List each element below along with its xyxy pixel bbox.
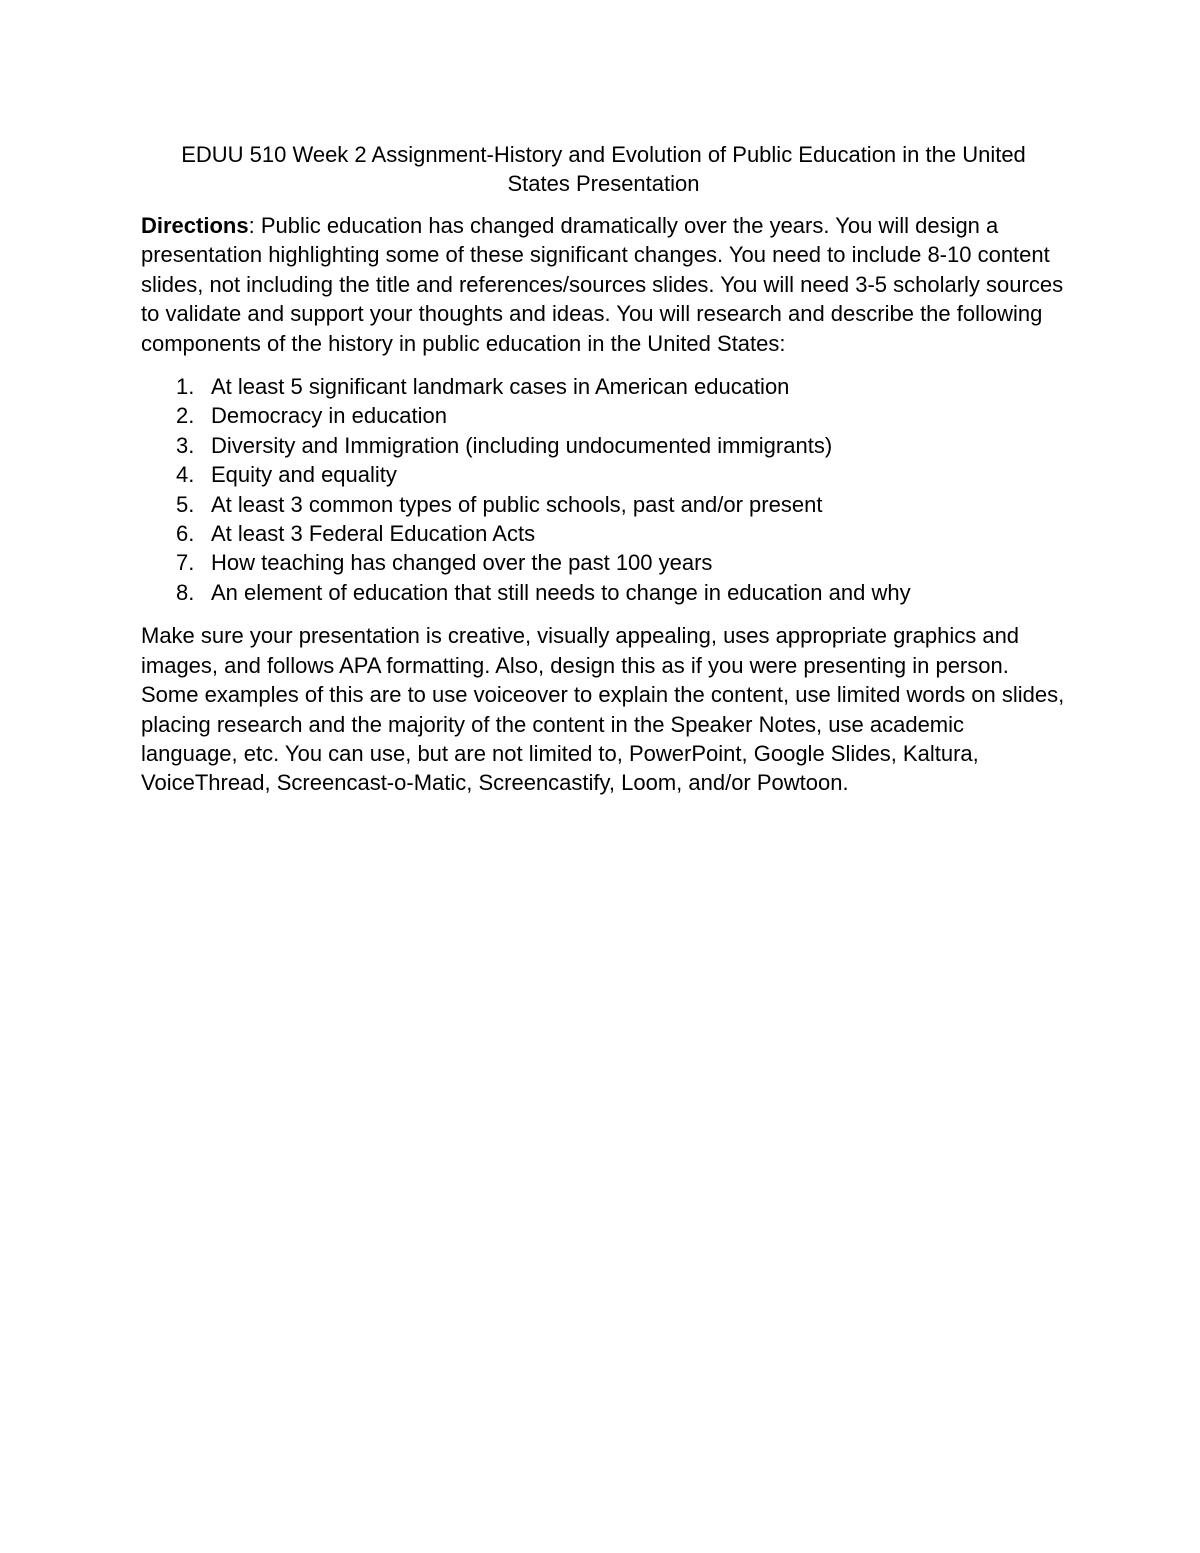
directions-paragraph bbox=[141, 211, 1066, 358]
list-item bbox=[141, 490, 1066, 519]
list-item-text: Equity and equality bbox=[211, 462, 397, 488]
list-item bbox=[141, 401, 1066, 430]
list-item bbox=[141, 519, 1066, 548]
list-item-number: 1. bbox=[176, 374, 195, 400]
list-item-text: How teaching has changed over the past 100 years bbox=[211, 550, 713, 576]
list-item-number: 5. bbox=[176, 491, 195, 517]
list-item-text: At least 5 significant landmark cases in American education bbox=[211, 374, 790, 400]
document-title bbox=[141, 140, 1066, 198]
list-item-number: 8. bbox=[176, 579, 195, 605]
list-item-number: 7. bbox=[176, 550, 195, 576]
list-item-text: At least 3 common types of public schools, past and/or present bbox=[211, 491, 823, 517]
list-item-text: An element of education that still needs to change in education and why bbox=[211, 579, 911, 605]
list-item bbox=[141, 431, 1066, 460]
list-item-text: Democracy in education bbox=[211, 403, 448, 429]
directions-text: : Public education has changed dramatically over the years. You will design a presentation highlighting some of these significant changes. You need to include 8-10 content slides, not including the title and references/sources slides. You will need 3-5 scholarly sources to validate and support your thoughts and ideas. You will research and describe the following components of the history in public education in the United States: bbox=[141, 213, 1064, 356]
components-list bbox=[141, 372, 1066, 607]
list-item bbox=[141, 578, 1066, 607]
list-item-text: Diversity and Immigration (including undocumented immigrants) bbox=[211, 432, 833, 458]
list-item bbox=[141, 548, 1066, 577]
title-line-1: EDUU 510 Week 2 Assignment-History and Evolution of Public Education in the United bbox=[181, 142, 1026, 167]
closing-paragraph: Make sure your presentation is creative, visually appealing, uses appropriate graphics and images, and follows APA formatting. Also, design this as if you were presenting in person. Some examples of this are to use voiceover to explain the content, use limited words on slides, placing research and the majority of the content in the Speaker Notes, use academic language, etc. You can use, but are not limited to, PowerPoint, Google Slides, Kaltura, VoiceThread, Screencast-o-Matic, Screencastify, Loom, and/or Powtoon. bbox=[141, 623, 1065, 796]
list-item-number: 6. bbox=[176, 521, 195, 547]
list-item bbox=[141, 372, 1066, 401]
list-item-number: 3. bbox=[176, 432, 195, 458]
list-item-number: 4. bbox=[176, 462, 195, 488]
list-item-text: At least 3 Federal Education Acts bbox=[211, 521, 536, 547]
list-item bbox=[141, 460, 1066, 489]
directions-label: Directions bbox=[141, 213, 249, 238]
list-item-number: 2. bbox=[176, 403, 195, 429]
document-body bbox=[141, 140, 1066, 798]
title-line-2: States Presentation bbox=[507, 171, 700, 196]
